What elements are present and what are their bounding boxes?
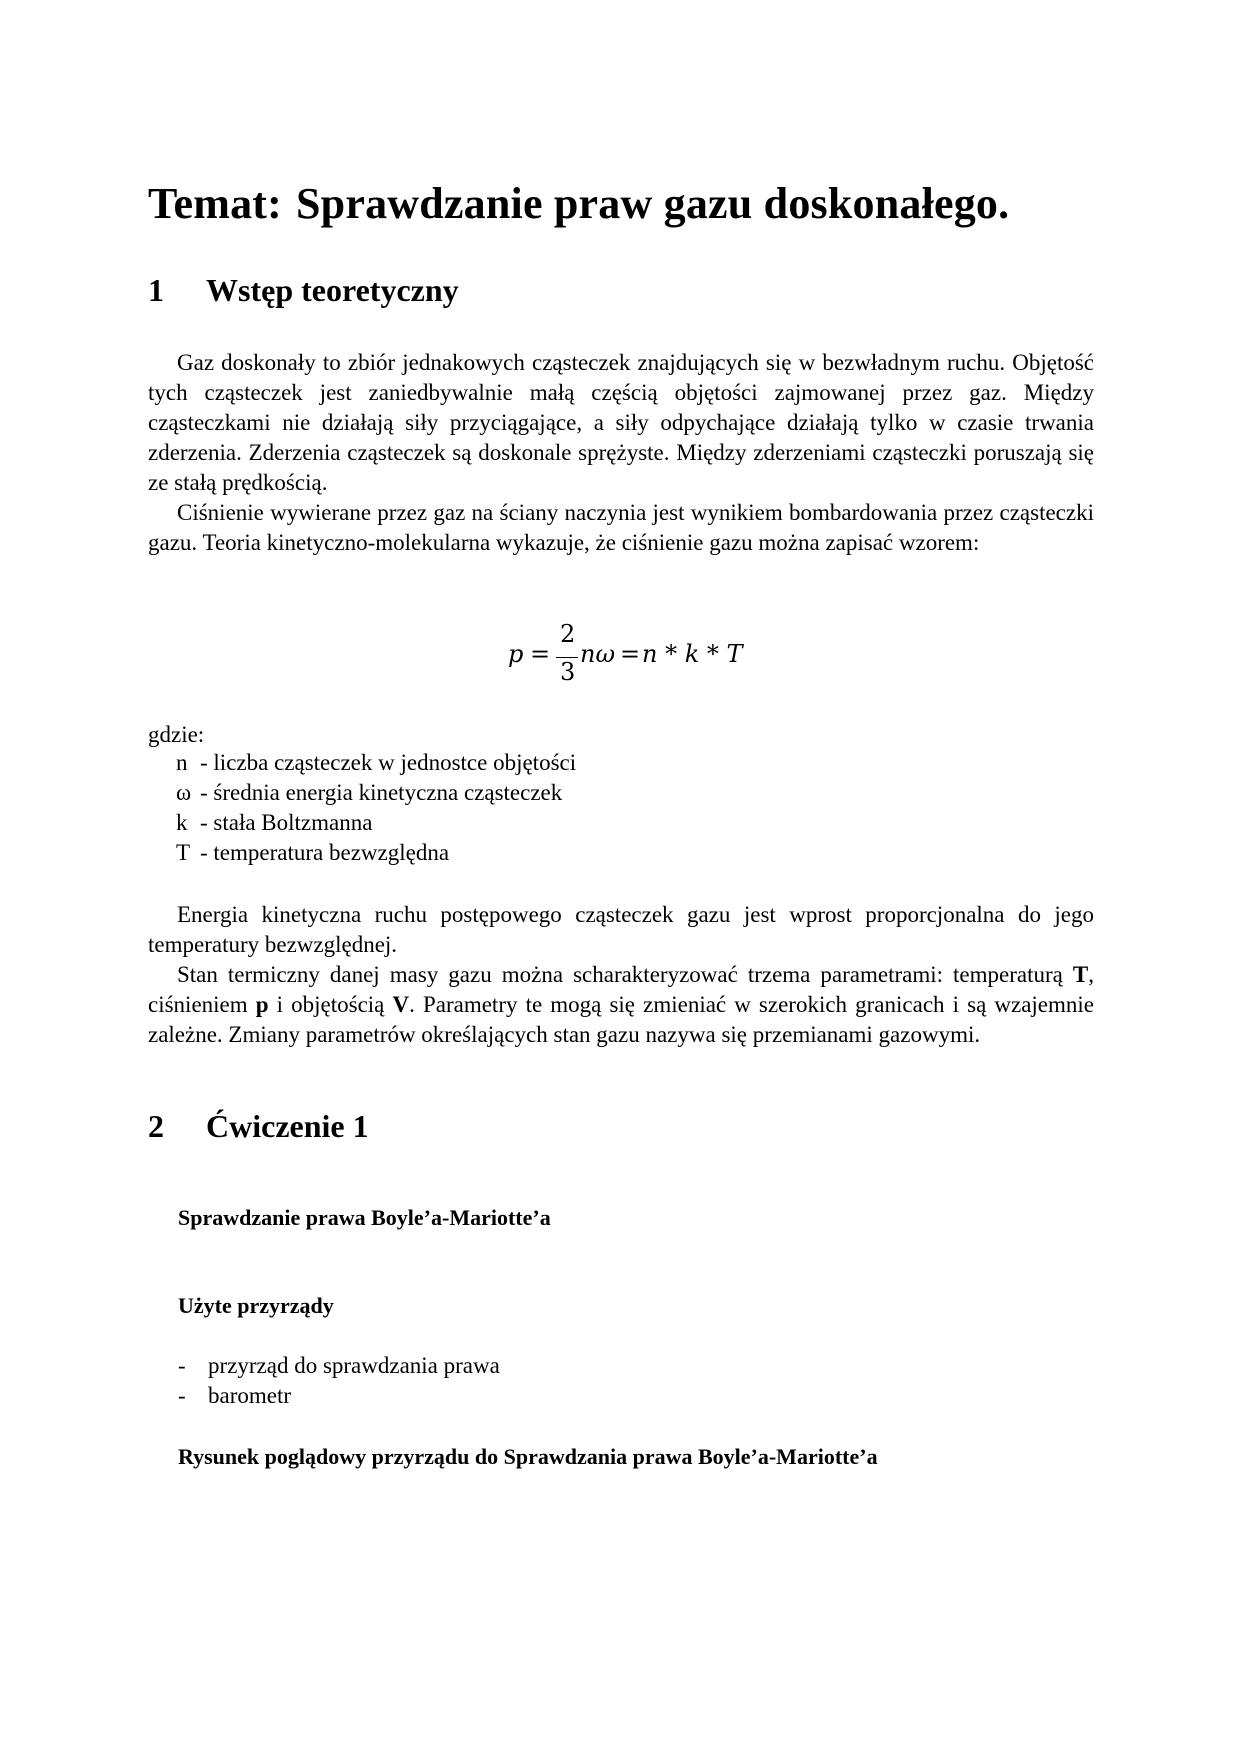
list-item <box>178 1353 500 1379</box>
formula-numerator: 2 <box>560 620 576 648</box>
paragraph-state-parameters <box>148 960 1094 1050</box>
text-run: Stan termiczny danej masy gazu można scharakteryzować trzema parametrami: temperaturą <box>177 962 1073 987</box>
definition-text: - temperatura bezwzględna <box>200 840 450 865</box>
paragraph-ideal-gas: Gaz doskonały to zbiór jednakowych cząsteczek znajdujących się w bezwładnym ruchu. Objętość tych cząsteczek jest zaniedbywalnie małą częścią objętości zajmowanej przez gaz. Między cząsteczkami nie działają siły przyciągające, a siły odpychające działają tylko w czasie trwania zderzenia. Zderzenia cząsteczek są doskonale sprężyste. Między zderzeniami cząsteczki poruszają się ze stałą prędkością. <box>148 350 1094 495</box>
definition-text: - średnia energia kinetyczna cząsteczek <box>200 780 563 805</box>
symbol-temperature: T <box>1072 962 1089 987</box>
definition-text: - liczba cząsteczek w jednostce objętości <box>200 750 577 775</box>
section-2-title: Ćwiczenie 1 <box>206 1108 369 1144</box>
formula-equals-2: = <box>620 640 641 668</box>
definition-row <box>176 780 562 806</box>
definition-row <box>176 750 576 776</box>
definition-text: - stała Boltzmanna <box>200 810 373 835</box>
subheading-boyle-mariotte: Sprawdzanie prawa Boyle’a-Mariotte’a <box>178 1205 551 1230</box>
section-1-heading <box>148 272 459 309</box>
text-run: . Parametry te mogą się zmieniać w szerokich granicach i są wzajemnie zależne. Zmiany parametrów określających stan gazu nazywa się przemianami gazowymi. <box>148 992 1094 1047</box>
text-run: , ciśnieniem <box>148 962 1094 1017</box>
definition-symbol: k <box>176 810 188 835</box>
document-title <box>148 178 1009 229</box>
formula-denominator: 3 <box>560 658 576 686</box>
symbol-volume: V <box>392 992 410 1017</box>
formula-equals-1: = <box>530 640 551 668</box>
list-item <box>178 1383 291 1409</box>
subheading-drawing: Rysunek poglądowy przyrządu do Sprawdzania prawa Boyle’a-Mariotte’a <box>178 1444 878 1469</box>
section-2-number: 2 <box>148 1108 164 1144</box>
list-item-text: przyrząd do sprawdzania prawa <box>208 1353 500 1378</box>
list-dash: - <box>178 1353 186 1378</box>
title-text: Sprawdzanie praw gazu doskonałego. <box>296 179 1010 228</box>
subheading-instruments: Użyte przyrządy <box>178 1293 334 1318</box>
paragraph-kinetic-energy: Energia kinetyczna ruchu postępowego cząsteczek gazu jest wprost proporcjonalna do jego temperatury bezwzględnej. <box>148 902 1094 957</box>
definition-symbol: T <box>176 840 191 865</box>
symbol-pressure: p <box>255 992 269 1017</box>
definition-row <box>176 810 372 836</box>
definition-symbol: ω <box>176 780 192 805</box>
formula-lhs: p <box>508 640 524 668</box>
pressure-formula <box>508 620 768 690</box>
title-label: Temat: <box>148 179 282 228</box>
formula-term: nω <box>580 640 616 668</box>
section-1-number: 1 <box>148 272 164 308</box>
definition-row <box>176 840 449 866</box>
formula-rhs: n * k * T <box>642 640 743 668</box>
intro-paragraphs <box>148 348 1094 558</box>
list-dash: - <box>178 1383 186 1408</box>
state-paragraphs <box>148 900 1094 1050</box>
list-item-text: barometr <box>208 1383 292 1408</box>
definition-symbol: n <box>176 750 188 775</box>
section-1-title: Wstęp teoretyczny <box>206 272 459 308</box>
text-run: i objętością <box>268 992 393 1017</box>
section-2-heading <box>148 1108 369 1145</box>
paragraph-pressure: Ciśnienie wywierane przez gaz na ściany naczynia jest wynikiem bombardowania przez cząsteczki gazu. Teoria kinetyczno-molekularna wykazuje, że ciśnienie gazu można zapisać wzorem: <box>148 500 1094 555</box>
where-label: gdzie: <box>148 722 205 747</box>
